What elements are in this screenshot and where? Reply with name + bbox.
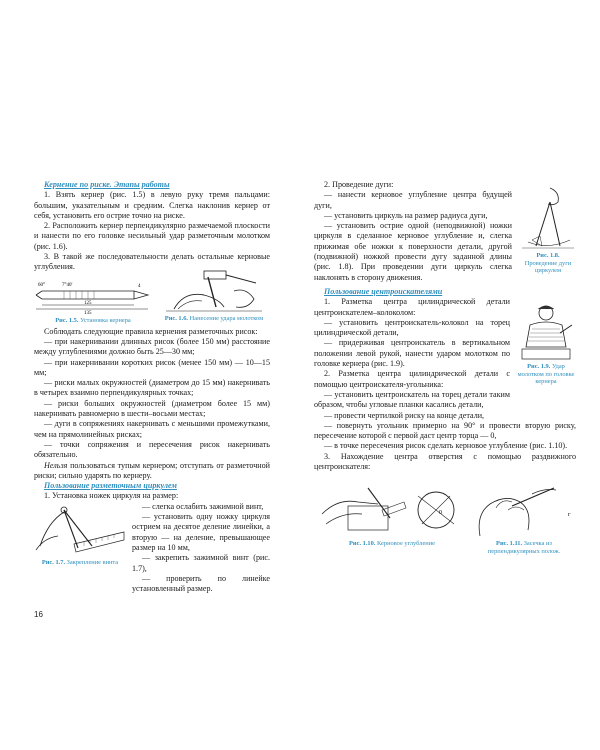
figure-1-5-center-punch (34, 275, 152, 325)
section-title-center-finders: Пользование центроискателями (324, 286, 443, 296)
figure-1-11-hole-center (472, 480, 576, 555)
arc-steps (314, 180, 512, 283)
step-item: — установить острие одной (неподвижной) ножки циркуля в сделанное керновое углубление и, слегка прижимая обе ножки к поверхности детали, другой (подвижной) ножкой провести дугу заданной длины (рис. 1.8). При проведении дуги циркуль слегка наклонять в сторону движения. (314, 221, 512, 282)
warning-paragraph: Нельзя пользоваться тупым кернером; отступать от разметочной риски; сильно ударять по кернеру. (34, 460, 270, 480)
dim-label: 135 (84, 310, 92, 315)
section-title-punching: Кернение по риске. Этапы работы (44, 180, 170, 189)
step-item: — установить циркуль на размер радиуса дуги, (324, 210, 488, 220)
rule-item: — риски больших окружностей (диаметром более 15 мм) накернивать равномерно в шести–восьми местах; (34, 398, 270, 419)
figure-caption: Рис. 1.11. Засечка из перпендикулярных полож. (487, 540, 561, 555)
step-item: — в точке пересечения рисок сделать керновое углубление (рис. 1.10). (324, 441, 568, 451)
paragraph: 3. Нахождение центра отверстия с помощью раздвижного центроискателя: (314, 451, 576, 472)
figure-row-1-5-1-6 (34, 275, 270, 327)
compass-block (34, 502, 270, 595)
figure-1-6-hammer-strike (164, 269, 264, 323)
step-item: — установить одну ножку циркуля острием на десятое деление линейки, а вторую — на деление, превышающее размер на 10 мм, (132, 512, 270, 552)
section-title-compass: Пользование разметочным циркулем (44, 481, 177, 491)
paragraph: Соблюдать следующие правила кернения разметочных рисок: (44, 326, 258, 336)
step-item: — установить центроискатель-колокол на торец цилиндрической детали, (314, 317, 510, 338)
paragraph: 1. Установка ножек циркуля на размер: (44, 491, 179, 501)
figure-caption: Рис. 1.6. Нанесение удара молотком (164, 314, 264, 322)
paragraph: 3. В такой же последовательности делать остальные керновые углубления. (34, 252, 270, 272)
step-item: — установить центроискатель на торец детали таким образом, чтобы угловые планки касались детали, (314, 389, 510, 410)
figure-1-8-draw-arc (520, 184, 576, 275)
figure-1-7-tighten-screw (34, 502, 126, 567)
step-item: — нанести керновое углубление центра будущей дуги, (314, 190, 512, 210)
step-item: — закрепить зажимной винт (рис. 1.7), (132, 553, 270, 573)
page-number: 16 (34, 610, 43, 619)
rule-item: — при накернивании коротких рисок (менее 150 мм) — 10—15 мм; (34, 357, 270, 377)
step-item: — придерживая центроискатель в вертикальном положении левой рукой, нанести ударом молотком по головке кернера (рис. 1.9). (314, 338, 510, 369)
paragraph: 2. Проведение дуги: (324, 180, 394, 189)
figure-caption: Рис. 1.10. Керновое углубление (349, 540, 435, 547)
rule-item: — дуги в сопряжениях накернивать с меньшими промежутками, чем на прямолинейных рисках; (34, 419, 270, 439)
figure-caption: Рис. 1.5. Установка кернера (55, 316, 131, 324)
paragraph: 1. Разметка центра цилиндрической детали центроискателем–колоколом: (314, 297, 510, 317)
figure-caption: Рис. 1.7. Закрепление винта (41, 558, 119, 566)
compass-steps (132, 502, 270, 595)
paragraph: 2. Расположить кернер перпендикулярно размечаемой плоскости и нанести по его головке несильный удар разметочным молотком (рис. 1.6). (34, 221, 270, 251)
step-item: — провести чертилкой риску на конце детали, (324, 410, 485, 420)
step-item: — слегка ослабить зажимной винт, (142, 501, 264, 511)
rule-item: — риски малых окружностей (диаметром до 15 мм) накернивать в четырех взаимно перпендикулярных точках; (34, 378, 270, 398)
dim-label: 125 (84, 300, 92, 306)
figure-1-9-hammer-center-punch (516, 303, 576, 386)
centering-steps (314, 287, 510, 411)
step-item: — повернуть угольник примерно на 90° и провести вторую риску, пересечение которой с первой даст центр торца — 0, (314, 420, 576, 441)
rule-item: — при накернивании длинных рисок (более 150 мм) расстояние между углублениями должно быть 25—30 мм; (34, 336, 270, 357)
paragraph: 1. Взять кернер (рис. 1.5) в левую руку тремя пальцами: большим, указательным и средним. Слегка наклонив кернер от себя, установить его острие точно на риске. (34, 190, 270, 220)
arc-block (314, 180, 576, 283)
dim-label: 60° (38, 282, 45, 288)
paragraph: 2. Разметка центра цилиндрической детали с помощью центроискателя-угольника: (314, 369, 510, 389)
rule-item: — точки сопряжения и пересечения рисок накернивать обязательно. (34, 439, 270, 460)
right-column (314, 180, 576, 472)
figure-label: г (568, 512, 571, 518)
step-item: — проверить по линейке установленный размер. (132, 573, 270, 594)
left-column (34, 180, 270, 594)
figure-caption: Рис. 1.8. Проведение дуги циркулем (524, 252, 572, 275)
figure-caption: Рис. 1.9. Удар молотком по головке кернера (517, 362, 575, 386)
dim-label: 7°40' (62, 282, 73, 288)
dim-label: 4 (138, 283, 141, 289)
center-label: 0 (439, 510, 442, 516)
figure-1-10-center-square (318, 484, 466, 548)
centering-block (314, 287, 576, 411)
